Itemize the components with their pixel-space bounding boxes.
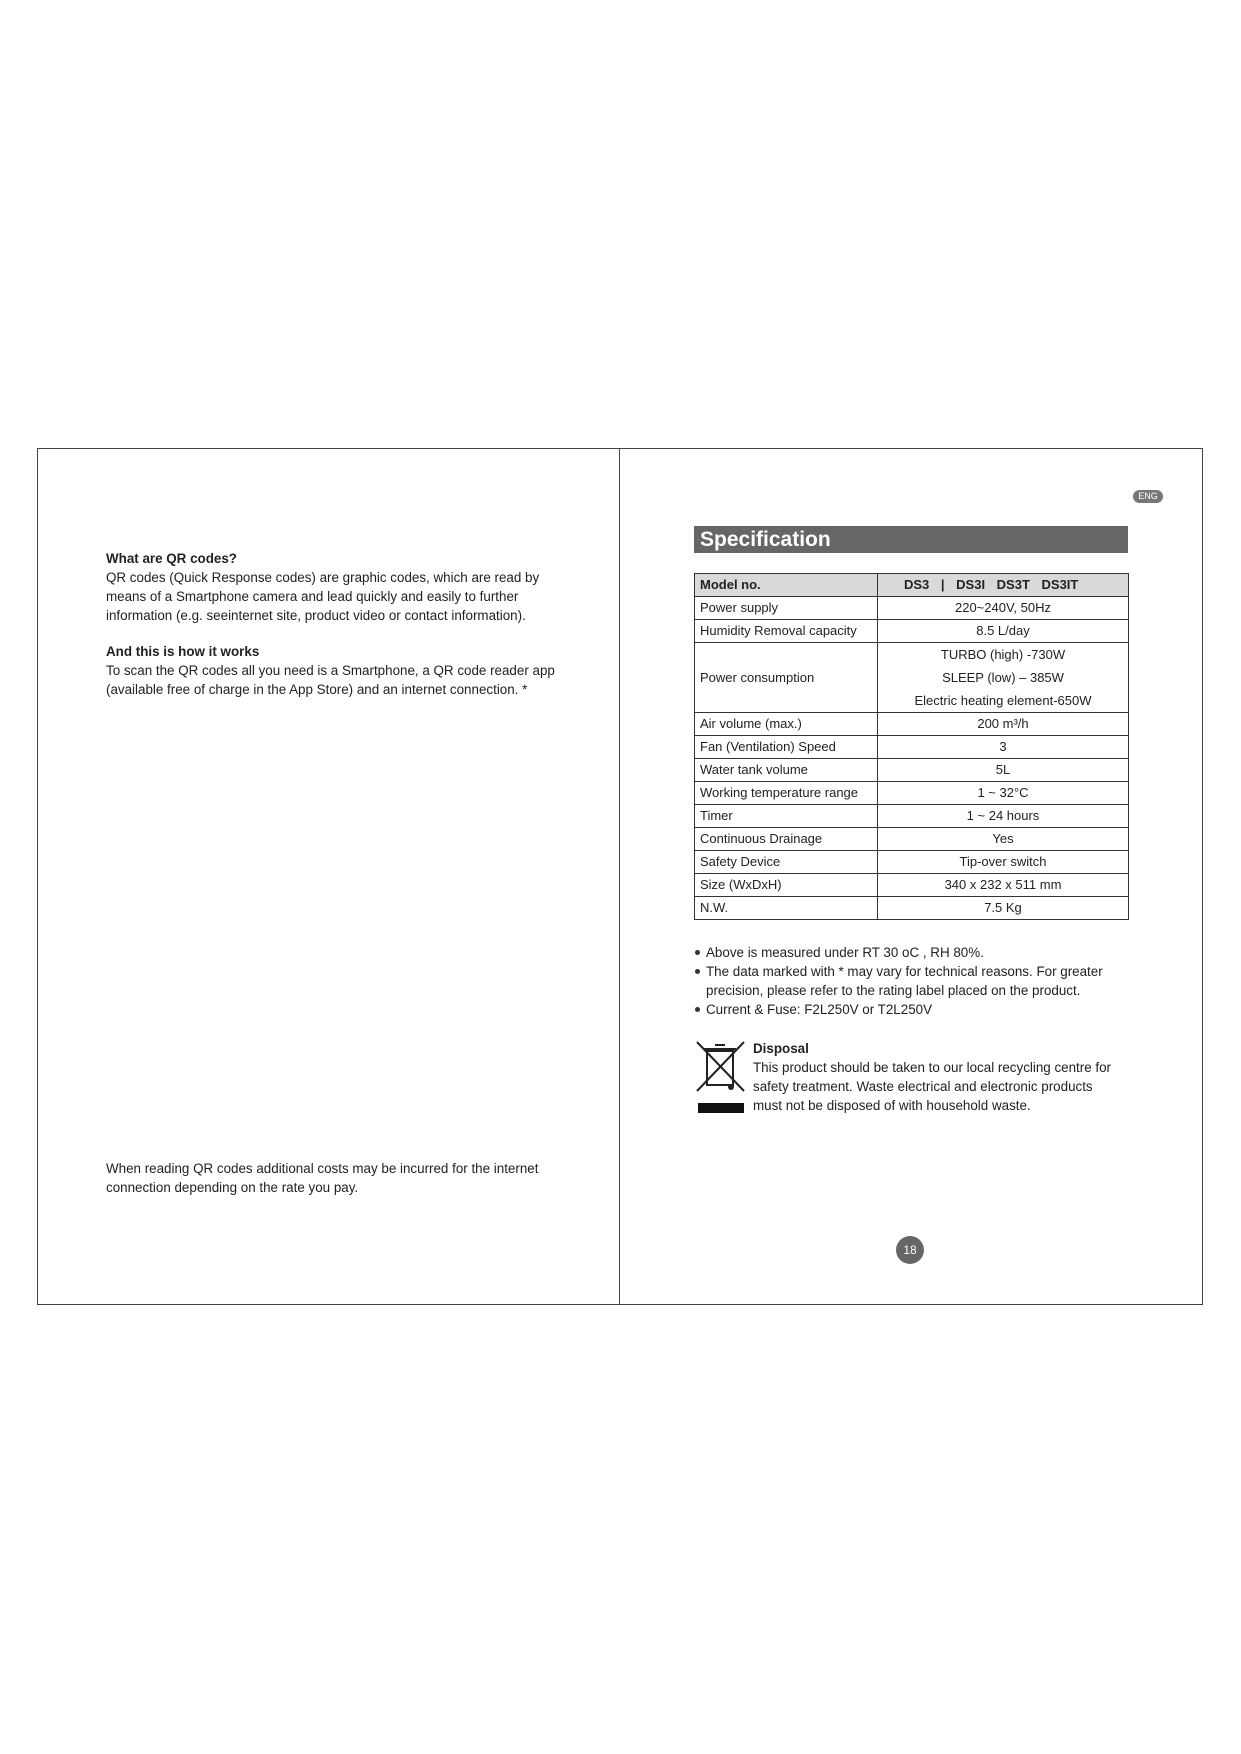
row-value: Yes (878, 828, 1129, 851)
disposal-section (753, 1039, 1113, 1115)
table-row (695, 643, 1129, 713)
table-row (695, 897, 1129, 920)
row-value: 340 x 232 x 511 mm (878, 874, 1129, 897)
table-row (695, 828, 1129, 851)
language-badge: ENG (1133, 490, 1163, 503)
note-item: Above is measured under RT 30 oC , RH 80%. (694, 943, 1134, 962)
qr-body: QR codes (Quick Response codes) are graphic codes, which are read by means of a Smartphone camera and lead quickly and easily to further information (e.g. seeinternet site, product video or contact information). (106, 570, 540, 623)
specification-table (694, 573, 1129, 920)
row-label: Humidity Removal capacity (695, 620, 878, 643)
disposal-body: This product should be taken to our local recycling centre for safety treatment. Waste electrical and electronic products must not be disposed of with household waste. (753, 1060, 1112, 1113)
table-row (695, 713, 1129, 736)
note-item: The data marked with * may vary for technical reasons. For greater precision, please refer to the rating label placed on the product. (694, 962, 1134, 1000)
table-row (695, 620, 1129, 643)
header-model-numbers: DS3 | DS3I DS3T DS3IT (878, 574, 1129, 597)
disposal-heading: Disposal (753, 1041, 809, 1056)
works-body: To scan the QR codes all you need is a Smartphone, a QR code reader app (available free of charge in the App Store) and an internet connection. * (106, 663, 555, 697)
table-row (695, 805, 1129, 828)
left-page (38, 449, 619, 1304)
qr-cost-note: When reading QR codes additional costs may be incurred for the internet connection depending on the rate you pay. (106, 1161, 539, 1195)
row-value: 5L (878, 759, 1129, 782)
crossed-out-wheelie-bin-icon (694, 1039, 748, 1119)
power-sleep: SLEEP (low) – 385W (942, 670, 1064, 685)
row-value: 8.5 L/day (878, 620, 1129, 643)
booklet-spread (37, 448, 1203, 1305)
spec-notes-list (694, 943, 1134, 1019)
qr-heading: What are QR codes? (106, 551, 237, 566)
row-value: 1 ~ 32°C (878, 782, 1129, 805)
power-heating: Electric heating element-650W (914, 693, 1092, 708)
table-row (695, 736, 1129, 759)
specification-title: Specification (694, 526, 1128, 553)
row-value: 3 (878, 736, 1129, 759)
row-value: 200 m³/h (878, 713, 1129, 736)
row-value: 7.5 Kg (878, 897, 1129, 920)
row-label: Air volume (max.) (695, 713, 878, 736)
row-label: Power supply (695, 597, 878, 620)
row-label: Fan (Ventilation) Speed (695, 736, 878, 759)
row-label: Working temperature range (695, 782, 878, 805)
row-label: N.W. (695, 897, 878, 920)
row-label: Size (WxDxH) (695, 874, 878, 897)
table-row (695, 759, 1129, 782)
table-row (695, 782, 1129, 805)
table-row (695, 597, 1129, 620)
table-row (695, 874, 1129, 897)
row-value: 220~240V, 50Hz (878, 597, 1129, 620)
table-header-row (695, 574, 1129, 597)
row-label: Timer (695, 805, 878, 828)
qr-info-section (106, 549, 566, 716)
right-page (620, 449, 1202, 1304)
works-heading: And this is how it works (106, 644, 260, 659)
row-label: Safety Device (695, 851, 878, 874)
row-label: Power consumption (695, 643, 878, 713)
power-turbo: TURBO (high) -730W (940, 647, 1066, 662)
row-label: Water tank volume (695, 759, 878, 782)
row-value: 1 ~ 24 hours (878, 805, 1129, 828)
row-value: Tip-over switch (878, 851, 1129, 874)
row-value-multi (878, 643, 1129, 713)
note-item: Current & Fuse: F2L250V or T2L250V (694, 1000, 1134, 1019)
page-number-badge: 18 (896, 1236, 924, 1264)
row-label: Continuous Drainage (695, 828, 878, 851)
table-row (695, 851, 1129, 874)
header-model-label: Model no. (695, 574, 878, 597)
